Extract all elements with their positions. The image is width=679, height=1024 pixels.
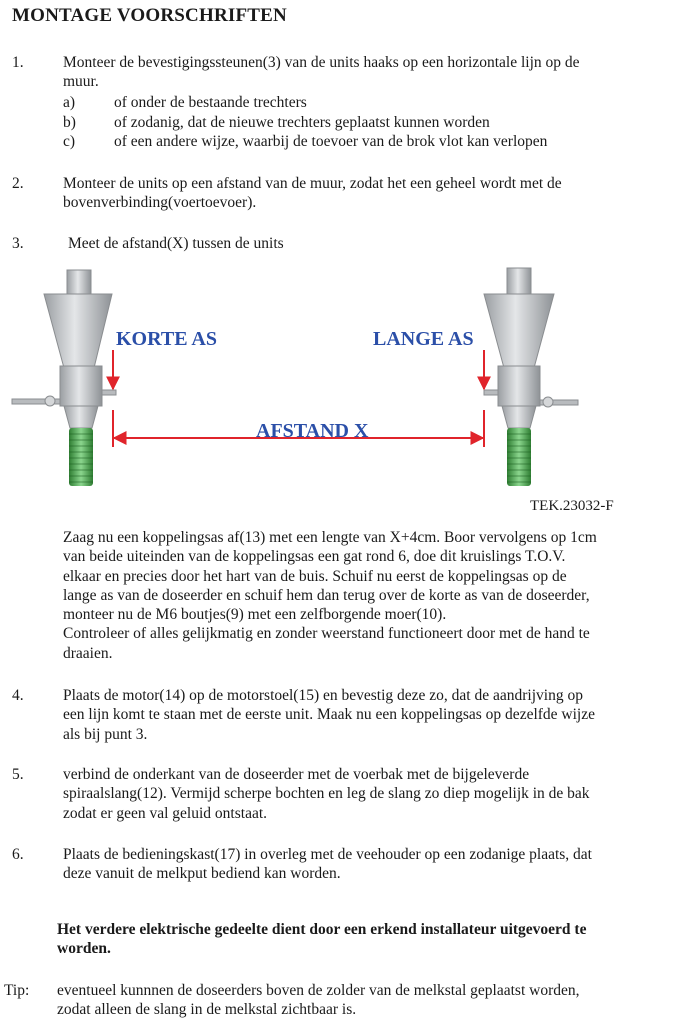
step-1-sub-a-text: of onder de bestaande trechters	[114, 94, 307, 111]
step-3-body-line: Controleer of alles gelijkmatig en zonder weerstand functioneert door met de hand te	[63, 625, 590, 643]
step-1-text	[63, 53, 679, 92]
notice-line: Het verdere elektrische gedeelte dient door een erkend installateur uitgevoerd te	[57, 921, 587, 938]
step-2-text	[63, 174, 679, 213]
step-2-line: Monteer de units op een afstand van de muur, zodat het een geheel wordt met de	[63, 175, 562, 192]
page-title: MONTAGE VOORSCHRIFTEN	[12, 5, 287, 26]
step-5-number: 5.	[12, 766, 24, 783]
installer-notice	[57, 920, 677, 959]
step-2-number: 2.	[12, 175, 24, 192]
step-5-line: verbind de onderkant van de doseerder met de voerbak met de bijgeleverde	[63, 766, 530, 783]
step-6-number: 6.	[12, 846, 24, 863]
left-dosing-unit	[12, 270, 116, 486]
step-3-text	[68, 234, 679, 253]
step-3-instructions	[63, 528, 673, 663]
step-3-body-line: Zaag nu een koppelingsas af(13) met een lengte van X+4cm. Boor vervolgens op 1cm	[63, 529, 597, 546]
step-4-line: een lijn komt te staan met de eerste unit. Maak nu een koppelingsas op dezelfde wijze	[63, 706, 595, 724]
step-6-text	[63, 845, 679, 884]
tip-line: zodat alleen de slang in de melkstal zichtbaar is.	[57, 1001, 357, 1019]
step-6-line: deze vanuit de melkput bediend kan worden.	[63, 865, 341, 883]
tip-line: eventueel kunnnen de doseerders boven de zolder van de melkstal geplaatst worden,	[57, 982, 580, 999]
step-1-sub-b-text: of zodanig, dat de nieuwe trechters geplaatst kunnen worden	[114, 114, 490, 131]
step-3-body-line: van beide uiteinden van de koppelingsas een gat rond 6, doe dit kruislings T.O.V.	[63, 548, 566, 566]
step-1-sub-b-label: b)	[63, 114, 76, 131]
notice-line: worden.	[57, 940, 111, 958]
tip-label: Tip:	[4, 982, 30, 999]
step-2-line: bovenverbinding(voertoevoer).	[63, 194, 257, 212]
tip-text	[57, 981, 677, 1020]
short-axis-label: KORTE AS	[116, 328, 217, 350]
distance-diagram	[0, 262, 679, 517]
step-3-body-line: monteer nu de M6 boutjes(9) met een zelfborgende moer(10).	[63, 606, 447, 624]
step-5-line: zodat er geen val geluid ontstaat.	[63, 804, 268, 822]
right-dosing-unit	[484, 268, 578, 486]
step-3-body-line: draaien.	[63, 644, 113, 662]
step-6-line: Plaats de bedieningskast(17) in overleg met de veehouder op een zodanige plaats, dat	[63, 846, 592, 863]
step-3-body-line: lange as van de doseerder en schuif hem dan terug over de korte as van de doseerder,	[63, 586, 590, 604]
step-1-line: Monteer de bevestigingssteunen(3) van de units haaks op een horizontale lijn op de	[63, 54, 580, 71]
left-spiral-hose	[69, 428, 93, 486]
step-4-line: Plaats de motor(14) op de motorstoel(15) en bevestig deze zo, dat de aandrijving op	[63, 687, 583, 704]
distance-label: AFSTAND X	[256, 420, 369, 442]
drawing-reference: TEK.23032-F	[530, 498, 614, 514]
right-spiral-hose	[507, 428, 531, 486]
step-1-number: 1.	[12, 54, 24, 71]
step-1-line: muur.	[63, 73, 99, 91]
step-1-sub-c-label: c)	[63, 133, 76, 150]
step-5-text	[63, 765, 679, 823]
step-3-line: Meet de afstand(X) tussen de units	[68, 235, 284, 252]
step-4-number: 4.	[12, 687, 24, 704]
step-3-body-line: elkaar en precies door het hart van de buis. Schuif nu eerst de koppelingsas op de	[63, 567, 567, 585]
step-5-line: spiraalslang(12). Vermijd scherpe bochten en leg de slang zo diep mogelijk in de bak	[63, 785, 590, 803]
step-3-number: 3.	[12, 235, 24, 252]
step-1-sub-c-text: of een andere wijze, waarbij de toevoer van de brok vlot kan verlopen	[114, 133, 548, 150]
step-4-line: als bij punt 3.	[63, 725, 148, 743]
step-1-sub-a-label: a)	[63, 94, 76, 111]
step-4-text	[63, 686, 679, 744]
long-axis-label: LANGE AS	[373, 328, 474, 350]
